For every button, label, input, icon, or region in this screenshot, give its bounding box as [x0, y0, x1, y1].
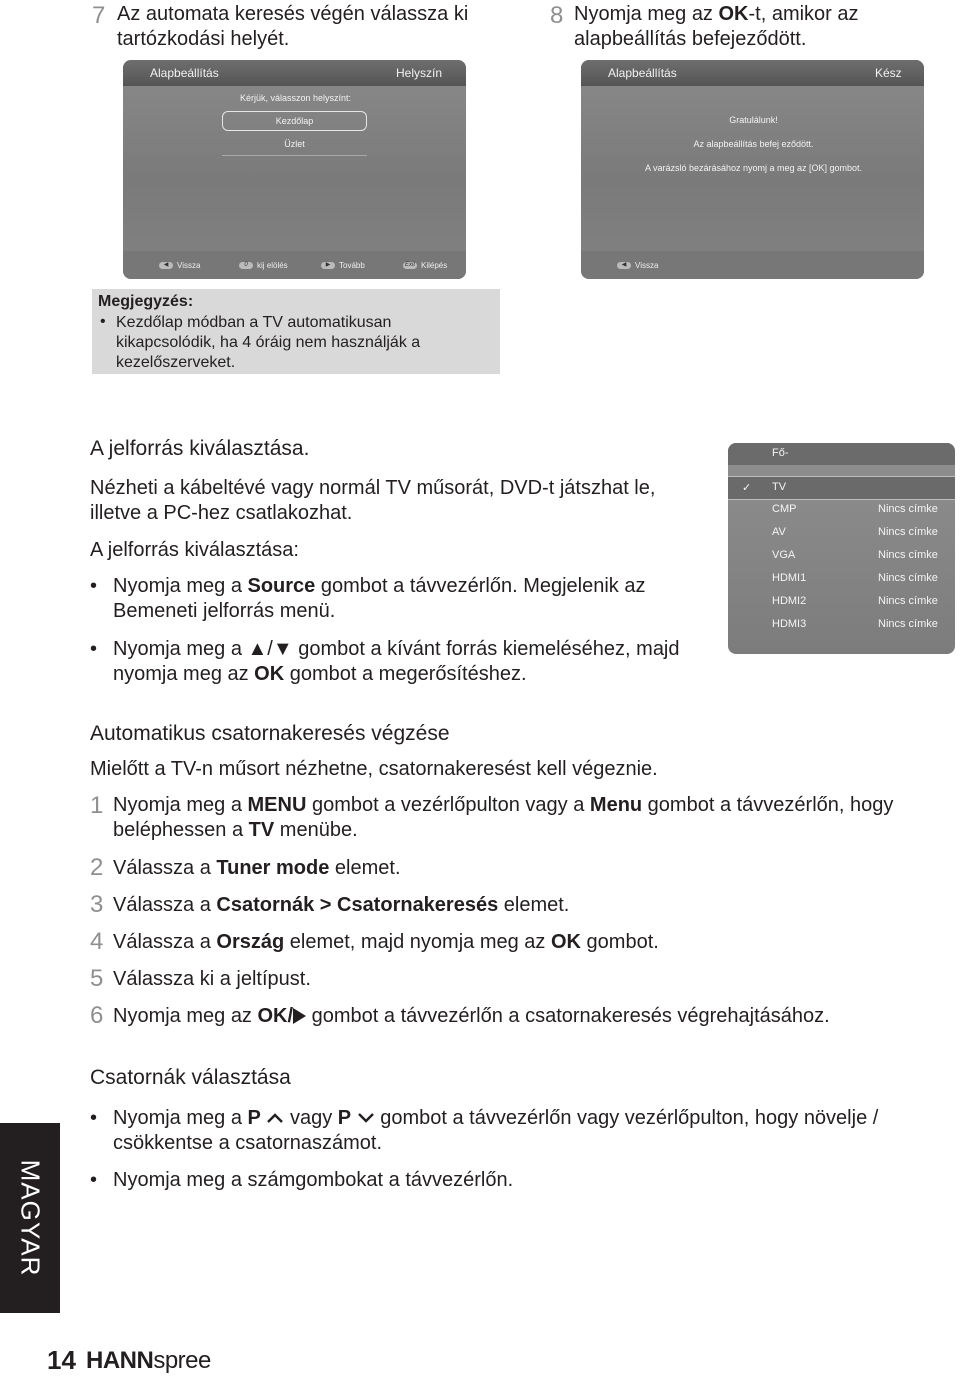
menu-item-hdmi1[interactable]: HDMI1 Nincs címke — [772, 572, 938, 584]
menu-item-av[interactable]: AV Nincs címke — [772, 526, 938, 538]
channels-bullet-2: Nyomja meg a számgombokat a távvezérlőn. — [113, 1169, 514, 1191]
step-7-text: Az automata keresés végén válassza ki tartózkodási helyét. — [117, 3, 469, 50]
step-7-number: 7 — [92, 2, 106, 29]
back-key-icon: ◀ — [617, 262, 631, 269]
setup-done-text: Az alapbeállítás befej eződött. — [693, 139, 814, 149]
page-number: 14 — [47, 1345, 76, 1375]
menu-item-hdmi2[interactable]: HDMI2 Nincs címke — [772, 595, 938, 607]
source-bullet-2: Nyomja meg a ▲/▼ gombot a kívánt forrás kiemeléséhez, majd nyomja meg az OK gombot a megerősítéshez. — [113, 638, 680, 685]
brand-logo: HANNspree — [86, 1347, 211, 1374]
scan-heading: Automatikus csatornakeresés végzése — [90, 722, 450, 745]
screen-title: Alapbeállítás — [608, 66, 677, 80]
setup-complete-screen — [581, 60, 924, 279]
menu-item-hdmi3[interactable]: HDMI3 Nincs címke — [772, 618, 938, 630]
screen-title-bar — [581, 60, 924, 86]
menu-item-vga[interactable]: VGA Nincs címke — [772, 549, 938, 561]
chevron-down-icon — [357, 1112, 375, 1124]
channels-heading: Csatornák választása — [90, 1066, 291, 1089]
scan-step-6-number: 6 — [90, 1002, 104, 1029]
close-wizard-text: A varázsló bezárásához nyomj a meg az [OK] gombot. — [644, 163, 863, 173]
menu-item-tv[interactable]: ✓ TV — [728, 476, 955, 500]
location-prompt: Kérjük, válasszon helyszínt: — [239, 93, 352, 103]
bullet-icon: • — [90, 575, 98, 597]
bullet-icon: • — [90, 638, 98, 660]
menu-header — [728, 443, 955, 465]
scan-step-2: Válassza a Tuner mode elemet. — [113, 857, 401, 879]
scan-step-5: Válassza ki a jeltípust. — [113, 968, 311, 990]
language-side-tab — [0, 1123, 60, 1313]
step-8-text: Nyomja meg az OK-t, amikor az alapbeállítás befejeződött. — [574, 3, 859, 50]
screen-footer: ◀ Vissza 0 kij elölés ▶ Tovább Exit Kilépés — [123, 251, 466, 279]
channels-bullet-1: Nyomja meg a P vagy P gombot a távvezérlőn vagy vezérlőpulton, hogy növelje / csökkentse a csatornaszámot. — [113, 1107, 879, 1154]
note-bullet: • — [100, 313, 106, 330]
scan-step-4-number: 4 — [90, 928, 104, 955]
screen-title: Alapbeállítás — [150, 66, 219, 80]
play-arrow-icon — [293, 1008, 306, 1024]
chevron-up-icon — [266, 1112, 284, 1124]
location-option-home[interactable]: Kezdőlap — [222, 111, 367, 131]
scan-step-2-number: 2 — [90, 854, 104, 881]
source-bullet-1: Nyomja meg a Source gombot a távvezérlőn. Megjelenik az Bemeneti jelforrás menü. — [113, 575, 646, 622]
setup-location-screen — [123, 60, 466, 279]
source-intro: Nézheti a kábeltévé vagy normál TV műsorát, DVD-t játszhat le, illetve a PC-hez csatlakozhat. — [90, 477, 656, 524]
check-icon: ✓ — [742, 482, 752, 494]
scan-intro: Mielőtt a TV-n műsort nézhetne, csatornakeresést kell végeznie. — [90, 758, 658, 780]
step-8-number: 8 — [550, 2, 564, 29]
menu-item-cmp[interactable]: CMP Nincs címke — [772, 503, 938, 515]
congrats-text: Gratulálunk! — [729, 115, 778, 125]
back-key-icon: ◀ — [159, 262, 173, 269]
up-down-arrow-icon: ▲/▼ — [247, 638, 293, 660]
note-box — [92, 289, 500, 374]
source-heading: A jelforrás kiválasztása. — [90, 437, 310, 460]
screen-title-right: Kész — [875, 66, 902, 80]
location-option-shop[interactable]: Üzlet — [222, 137, 367, 156]
note-title: Megjegyzés: — [98, 293, 194, 310]
bullet-icon: • — [90, 1169, 98, 1191]
screen-title-right: Helyszín — [396, 66, 443, 80]
scan-step-5-number: 5 — [90, 965, 104, 992]
menu-title: Fő- — [772, 447, 789, 459]
scan-step-3: Válassza a Csatornák > Csatornakeresés elemet. — [113, 894, 570, 916]
bullet-icon: • — [90, 1107, 98, 1129]
screen-footer: ◀ Vissza — [581, 251, 924, 279]
zero-key-icon: 0 — [239, 262, 253, 269]
scan-step-3-number: 3 — [90, 891, 104, 918]
exit-key-icon: Exit — [404, 262, 415, 269]
source-subheading: A jelforrás kiválasztása: — [90, 539, 299, 561]
scan-step-1-number: 1 — [90, 792, 104, 819]
scan-step-6: Nyomja meg az OK/ gombot a távvezérlőn a csatornakeresés végrehajtásához. — [113, 1005, 830, 1027]
screen-title-bar — [123, 60, 466, 86]
input-source-menu — [728, 443, 955, 654]
next-key-icon: ▶ — [321, 262, 335, 269]
language-label: MAGYAR — [15, 1159, 46, 1277]
scan-step-4: Válassza a Ország elemet, majd nyomja meg az OK gombot. — [113, 931, 659, 953]
scan-step-1: Nyomja meg a MENU gombot a vezérlőpulton vagy a Menu gombot a távvezérlőn, hogy beléphessen a TV menübe. — [113, 794, 894, 841]
note-text: Kezdőlap módban a TV automatikusan kikapcsolódik, ha 4 óráig nem használják a kezelőszerveket. — [116, 314, 421, 371]
